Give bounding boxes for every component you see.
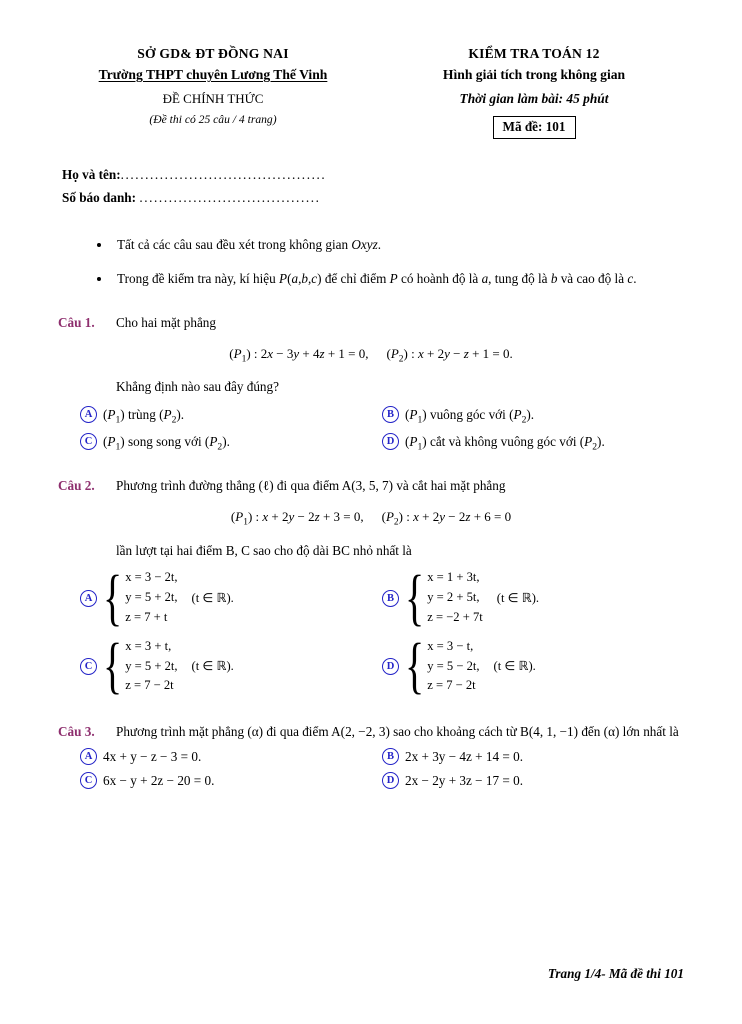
choice-marker-icon: D <box>382 772 399 789</box>
brace-glyph: { <box>103 562 123 632</box>
question-2-label: Câu 2. <box>58 478 95 494</box>
question-2-subtext: lần lượt tại hai điểm B, C sao cho độ dài BC nhỏ nhất là <box>116 542 412 558</box>
question-2 <box>58 476 684 705</box>
general-notes <box>90 235 684 289</box>
choice-marker-icon: A <box>80 406 97 423</box>
question-3-label: Câu 3. <box>58 724 95 740</box>
page-footer: Trang 1/4- Mã đề thi 101 <box>547 966 684 981</box>
question-1-label: Câu 1. <box>58 315 95 331</box>
choice-1-B[interactable] <box>382 405 684 428</box>
choice-1-B-text: $(P_1)$ vuông góc với $(P_2)$. <box>405 406 535 426</box>
question-1-text: Cho hai mặt phẳng <box>116 315 216 331</box>
header-left-block <box>58 46 368 126</box>
brace-glyph: { <box>405 630 425 701</box>
note-item: • Tất cả các câu sau đều xét trong không gian Oxyz. <box>112 235 684 255</box>
exam-subject: Hình giải tích trong không gian <box>442 67 626 82</box>
exam-code-box: Mã đề: 101 <box>493 116 576 139</box>
exam-scope-note: (Đề thi có 25 câu / 4 trang) <box>149 113 277 126</box>
identity-block <box>62 163 684 209</box>
choice-1-C-text: $(P_1)$ song song với $(P_2)$. <box>103 434 230 453</box>
question-1 <box>58 313 684 459</box>
choice-marker-icon: A <box>80 748 97 765</box>
choice-1-A[interactable] <box>80 405 382 428</box>
choice-3-C-text: 6x − y + 2z − 20 = 0. <box>103 772 215 788</box>
choice-3-B[interactable] <box>382 747 684 767</box>
choice-3-B-text: 2x + 3y − 4z + 14 = 0. <box>405 749 524 765</box>
question-3-head <box>58 722 684 742</box>
question-2-head <box>58 476 684 496</box>
choice-3-A-text: 4x + y − z − 3 = 0. <box>103 749 202 765</box>
choice-2-B-condition: (t ∈ ℝ). <box>496 590 540 605</box>
header-right-block <box>384 46 684 139</box>
choice-2-C[interactable] <box>80 630 382 701</box>
document-header <box>58 46 684 139</box>
question-2-text: Phương trình đường thẳng (ℓ) đi qua điểm A(3, 5, 7) và cắt hai mặt phẳng <box>116 478 506 494</box>
choice-marker-icon: C <box>80 658 97 675</box>
question-1-subtext: Khẳng định nào sau đây đúng? <box>116 379 279 395</box>
brace-glyph: { <box>405 562 425 632</box>
choice-2-C-equations: x = 3 + t, y = 5 + 2t, z = 7 − 2t <box>125 638 178 693</box>
student-name-line <box>62 163 684 186</box>
question-2-display-math: $(P_1)$ : x + 2y − 2z + 3 = 0, $(P_2)$ : x + 2y − 2z + 6 = 0 <box>230 508 512 528</box>
choice-1-D-text: $(P_1)$ cắt và không vuông góc với $(P_2)$. <box>405 434 605 453</box>
student-name-label: Họ và tên: <box>62 167 121 182</box>
choice-3-D-text: 2x − 2y + 3z − 17 = 0. <box>405 772 524 788</box>
choice-2-D-equations: x = 3 − t, y = 5 − 2t, z = 7 − 2t <box>427 638 480 693</box>
choice-3-C[interactable] <box>80 771 382 791</box>
question-1-choices <box>80 405 684 459</box>
school-name: Trường THPT chuyên Lương Thế Vinh <box>98 67 328 82</box>
school-department: SỞ GD& ĐT ĐỒNG NAI <box>137 46 289 61</box>
choice-marker-icon: C <box>80 433 97 450</box>
student-name-field[interactable]: .......................................... <box>120 167 327 182</box>
choice-2-D[interactable] <box>382 630 684 701</box>
choice-2-A[interactable] <box>80 562 382 632</box>
choice-marker-icon: B <box>382 590 399 607</box>
choice-3-D[interactable] <box>382 771 684 791</box>
choice-1-D[interactable] <box>382 432 684 455</box>
choice-2-B[interactable] <box>382 562 684 632</box>
choice-1-A-text: $(P_1)$ trùng $(P_2)$. <box>103 406 185 426</box>
student-id-line <box>62 186 684 209</box>
choice-2-A-condition: (t ∈ ℝ). <box>191 590 234 605</box>
official-exam-label: ĐỀ CHÍNH THỨC <box>162 91 264 106</box>
exam-duration: Thời gian làm bài: 45 phút <box>459 91 609 106</box>
exam-title: KIỂM TRA TOÁN 12 <box>468 46 600 61</box>
question-3-choices <box>80 747 684 795</box>
question-2-choices <box>80 562 684 705</box>
question-1-head <box>58 313 684 333</box>
choice-marker-icon: D <box>382 658 399 675</box>
choice-2-C-condition: (t ∈ ℝ). <box>191 659 234 674</box>
choice-marker-icon: B <box>382 406 399 423</box>
choice-2-B-equations: x = 1 + 3t, y = 2 + 5t, z = −2 + 7t <box>427 569 483 624</box>
choice-2-D-condition: (t ∈ ℝ). <box>493 659 536 674</box>
choice-1-C[interactable] <box>80 432 382 455</box>
choice-marker-icon: D <box>382 433 399 450</box>
choice-marker-icon: B <box>382 748 399 765</box>
question-1-display-math: $(P_1)$ : 2x − 3y + 4z + 1 = 0, $(P_2)$ : x + 2y − z + 1 = 0. <box>229 345 513 365</box>
choice-marker-icon: A <box>80 590 97 607</box>
question-3-text: Phương trình mặt phẳng (α) đi qua điểm A(2, −2, 3) sao cho khoảng cách từ B(4, 1, −1) đến (α) lớn nhất là <box>116 724 679 740</box>
choice-3-A[interactable] <box>80 747 382 767</box>
brace-glyph: { <box>103 630 123 701</box>
student-id-label: Số báo danh: <box>62 190 137 206</box>
note-item: • Trong đề kiểm tra này, kí hiệu P(a,b,c) để chỉ điểm P có hoành độ là a, tung độ là b và cao độ là c. <box>112 269 684 289</box>
choice-marker-icon: C <box>80 772 97 789</box>
choice-2-A-equations: x = 3 − 2t, y = 5 + 2t, z = 7 + t <box>125 569 178 624</box>
question-3 <box>58 722 684 794</box>
student-id-field[interactable]: ..................................... <box>139 190 321 206</box>
